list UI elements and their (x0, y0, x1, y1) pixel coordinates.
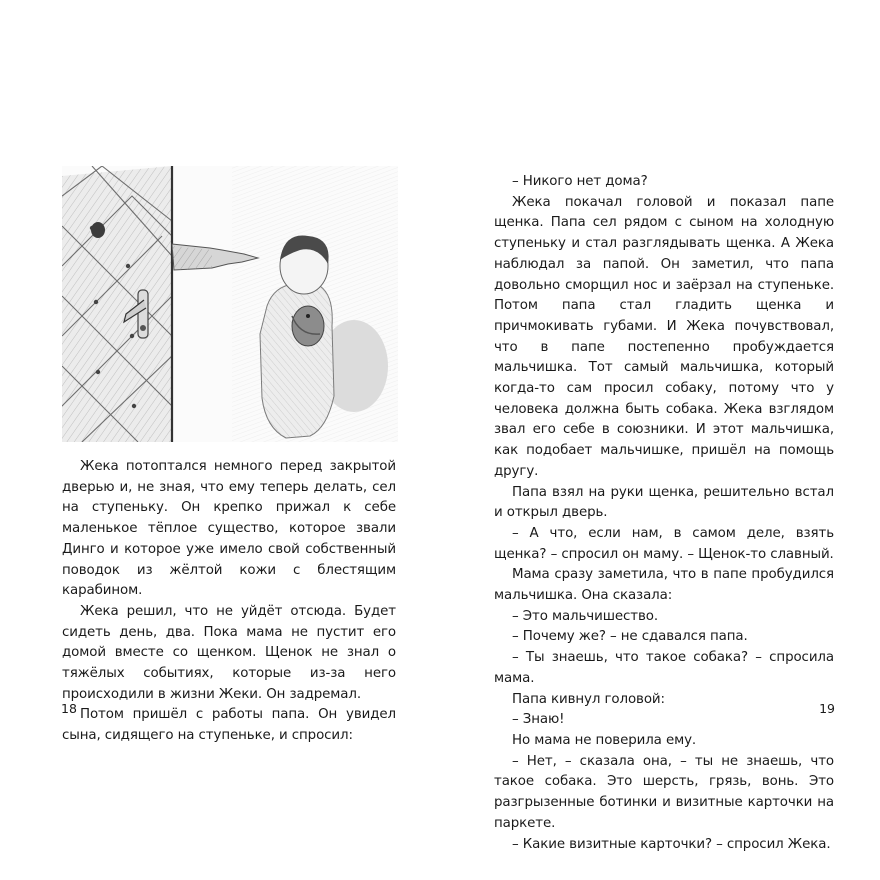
paragraph: – Почему же? – не сдавался папа. (512, 629, 748, 645)
quilted-door (62, 166, 172, 442)
paragraph: – Знаю! (512, 712, 565, 728)
page-number: 18 (61, 701, 77, 716)
paragraph: – Какие визитные карточки? – спросил Жека. (512, 836, 831, 852)
pencil-illustration (62, 166, 398, 442)
paragraph: – Нет, – сказала она, – ты не знаешь, что такое собака. Это шерсть, грязь, вонь. Это разгрызенные ботинки и визитные карточки на паркете. (494, 753, 834, 831)
paragraph: Жека решил, что не уйдёт отсюда. Будет сидеть день, два. Пока мама не пустит его домой вместе со щенком. Щенок не знал о тяжёлых событиях, которые из-за него происходили в жизни Жеки. Он задремал. (62, 603, 396, 702)
paragraph: Жека покачал головой и показал папе щенка. Папа сел рядом с сыном на холодную ступеньку и стал разглядывать щенка. А Жека наблюдал за папой. Он заметил, что папа довольно сморщил нос и заёрзал на ступеньке. Потом папа стал гладить щенка и причмокивать губами. И Жека почувствовал, что в папе постепенно пробуждается мальчишка. Тот самый мальчишка, который когда-то сам просил собаку, потому что у человека должна быть собака. Жека взглядом звал его себе в союзники. И этот мальчишка, как подобает мальчишке, пришёл на помощь другу. (494, 194, 834, 479)
door-peephole-icon (91, 222, 105, 238)
page-number: 19 (819, 701, 835, 716)
paragraph: Жека потоптался немного перед закрытой дверью и, не зная, что ему теперь делать, сел на ступеньку. Он крепко прижал к себе маленькое тёплое существо, которое звали Динго и которое уже имело свой собственный поводок из жёлтой кожи с блестящим карабином. (62, 459, 396, 599)
paragraph: – Никого нет дома? (512, 174, 648, 189)
paragraph: Потом пришёл с работы папа. Он увидел сына, сидящего на ступеньке, и спросил: (62, 707, 396, 744)
paragraph: Папа взял на руки щенка, решительно встал и открыл дверь. (494, 484, 834, 521)
paragraph: – Ты знаешь, что такое собака? – спросила мама. (494, 650, 834, 686)
paragraph: – А что, если нам, в самом деле, взять щенка? – спросил он маму. – Щенок-то славный. (494, 525, 834, 562)
paragraph: Папа кивнул головой: (512, 691, 665, 707)
puppy-icon (292, 306, 324, 346)
right-page (440, 0, 880, 880)
left-page-text (62, 457, 396, 747)
paragraph: – Это мальчишество. (512, 608, 659, 624)
right-page-text (494, 172, 834, 855)
paragraph: Но мама не поверила ему. (512, 732, 697, 748)
paragraph: Мама сразу заметила, что в папе пробудился мальчишка. Она сказала: (494, 567, 834, 604)
